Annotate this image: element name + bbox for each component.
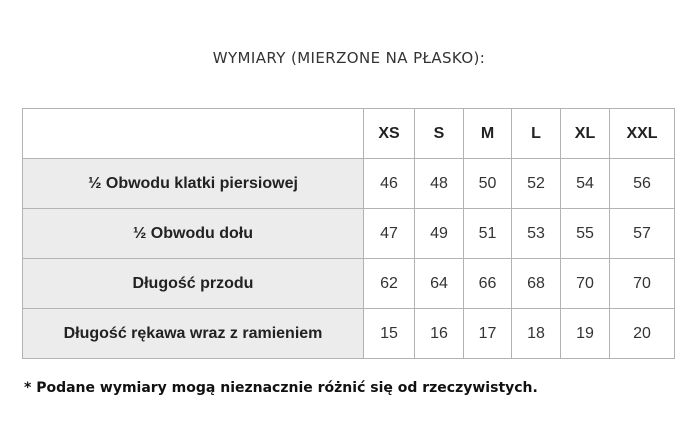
table-cell: 19 [561,309,610,359]
table-cell: 57 [610,209,675,259]
table-cell: 20 [610,309,675,359]
table-row [23,259,675,309]
table-cell: 66 [464,259,512,309]
row-label: Długość przodu [23,259,364,309]
table-row [23,159,675,209]
size-header-s: S [415,109,464,159]
table-cell: 49 [415,209,464,259]
table-row [23,209,675,259]
size-chart-table [22,108,675,359]
table-cell: 51 [464,209,512,259]
table-cell: 46 [364,159,415,209]
size-header-xl: XL [561,109,610,159]
table-cell: 18 [512,309,561,359]
row-label: ½ Obwodu klatki piersiowej [23,159,364,209]
size-header-l: L [512,109,561,159]
table-cell: 48 [415,159,464,209]
table-cell: 56 [610,159,675,209]
table-cell: 62 [364,259,415,309]
table-cell: 54 [561,159,610,209]
table-cell: 50 [464,159,512,209]
row-label: ½ Obwodu dołu [23,209,364,259]
page-title: WYMIARY (MIERZONE NA PŁASKO): [212,49,486,67]
table-cell: 53 [512,209,561,259]
row-label: Długość rękawa wraz z ramieniem [23,309,364,359]
table-cell: 15 [364,309,415,359]
table-cell: 70 [610,259,675,309]
corner-cell [23,109,364,159]
table-cell: 52 [512,159,561,209]
table-cell: 55 [561,209,610,259]
table-cell: 16 [415,309,464,359]
disclaimer-note: * Podane wymiary mogą nieznacznie różnić się od rzeczywistych. [24,380,538,396]
table-cell: 68 [512,259,561,309]
table-cell: 17 [464,309,512,359]
size-header-xs: XS [364,109,415,159]
table-cell: 70 [561,259,610,309]
table-row [23,309,675,359]
size-header-m: M [464,109,512,159]
size-header-xxl: XXL [610,109,675,159]
table-cell: 64 [415,259,464,309]
table-cell: 47 [364,209,415,259]
header-row [23,109,675,159]
